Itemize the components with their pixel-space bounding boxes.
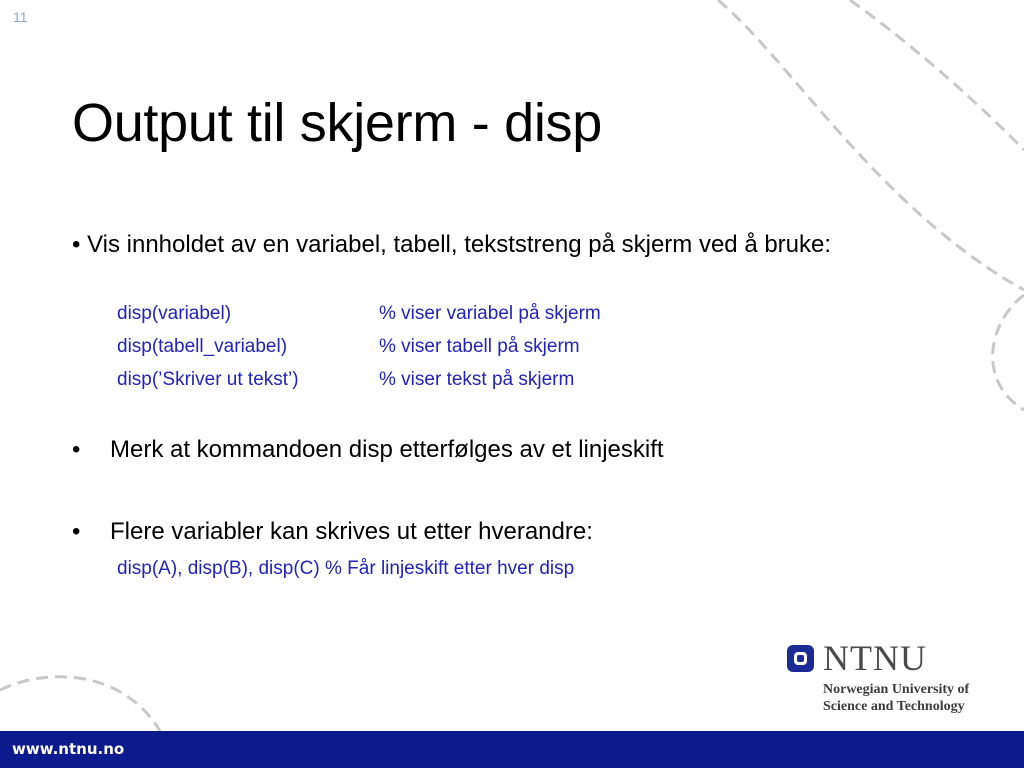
ntnu-logo (787, 638, 1007, 721)
example-code-line: disp(A), disp(B), disp(C) % Får linjeskift etter hver disp (117, 558, 575, 579)
code-comment: % viser variabel på skjerm (379, 303, 601, 324)
bullet-flere-variabler (72, 518, 593, 546)
code-row-variabel (117, 303, 601, 325)
bullet-marker: • (72, 518, 81, 545)
code-row-tabell (117, 336, 580, 358)
ntnu-logo-subtitle (823, 681, 969, 715)
ntnu-logo-icon (787, 645, 814, 672)
footer-bar (0, 731, 1024, 768)
code-comment: % viser tabell på skjerm (379, 336, 580, 357)
bullet-marker: • (72, 436, 81, 463)
ntnu-logo-name: NTNU (823, 638, 927, 678)
intro-bullet: • Vis innholdet av en variabel, tabell, tekststreng på skjerm ved å bruke: (72, 231, 832, 258)
bullet-text: Flere variabler kan skrives ut etter hverandre: (110, 518, 593, 545)
slide-title: Output til skjerm - disp (72, 93, 602, 153)
code-command: disp(tabell_variabel) (117, 336, 288, 357)
footer-url: www.ntnu.no (12, 740, 125, 758)
code-comment: % viser tekst på skjerm (379, 369, 575, 390)
code-command: disp(variabel) (117, 303, 232, 324)
bullet-text: Merk at kommandoen disp etterfølges av et linjeskift (110, 436, 664, 463)
code-row-tekst (117, 369, 574, 391)
bullet-linjeskift (72, 436, 664, 464)
ntnu-logo-subtitle-line2: Science and Technology (823, 699, 965, 714)
slide-number: 11 (13, 9, 28, 25)
code-command: disp(’Skriver ut tekst’) (117, 369, 299, 390)
ntnu-logo-subtitle-line1: Norwegian University of (823, 682, 970, 697)
